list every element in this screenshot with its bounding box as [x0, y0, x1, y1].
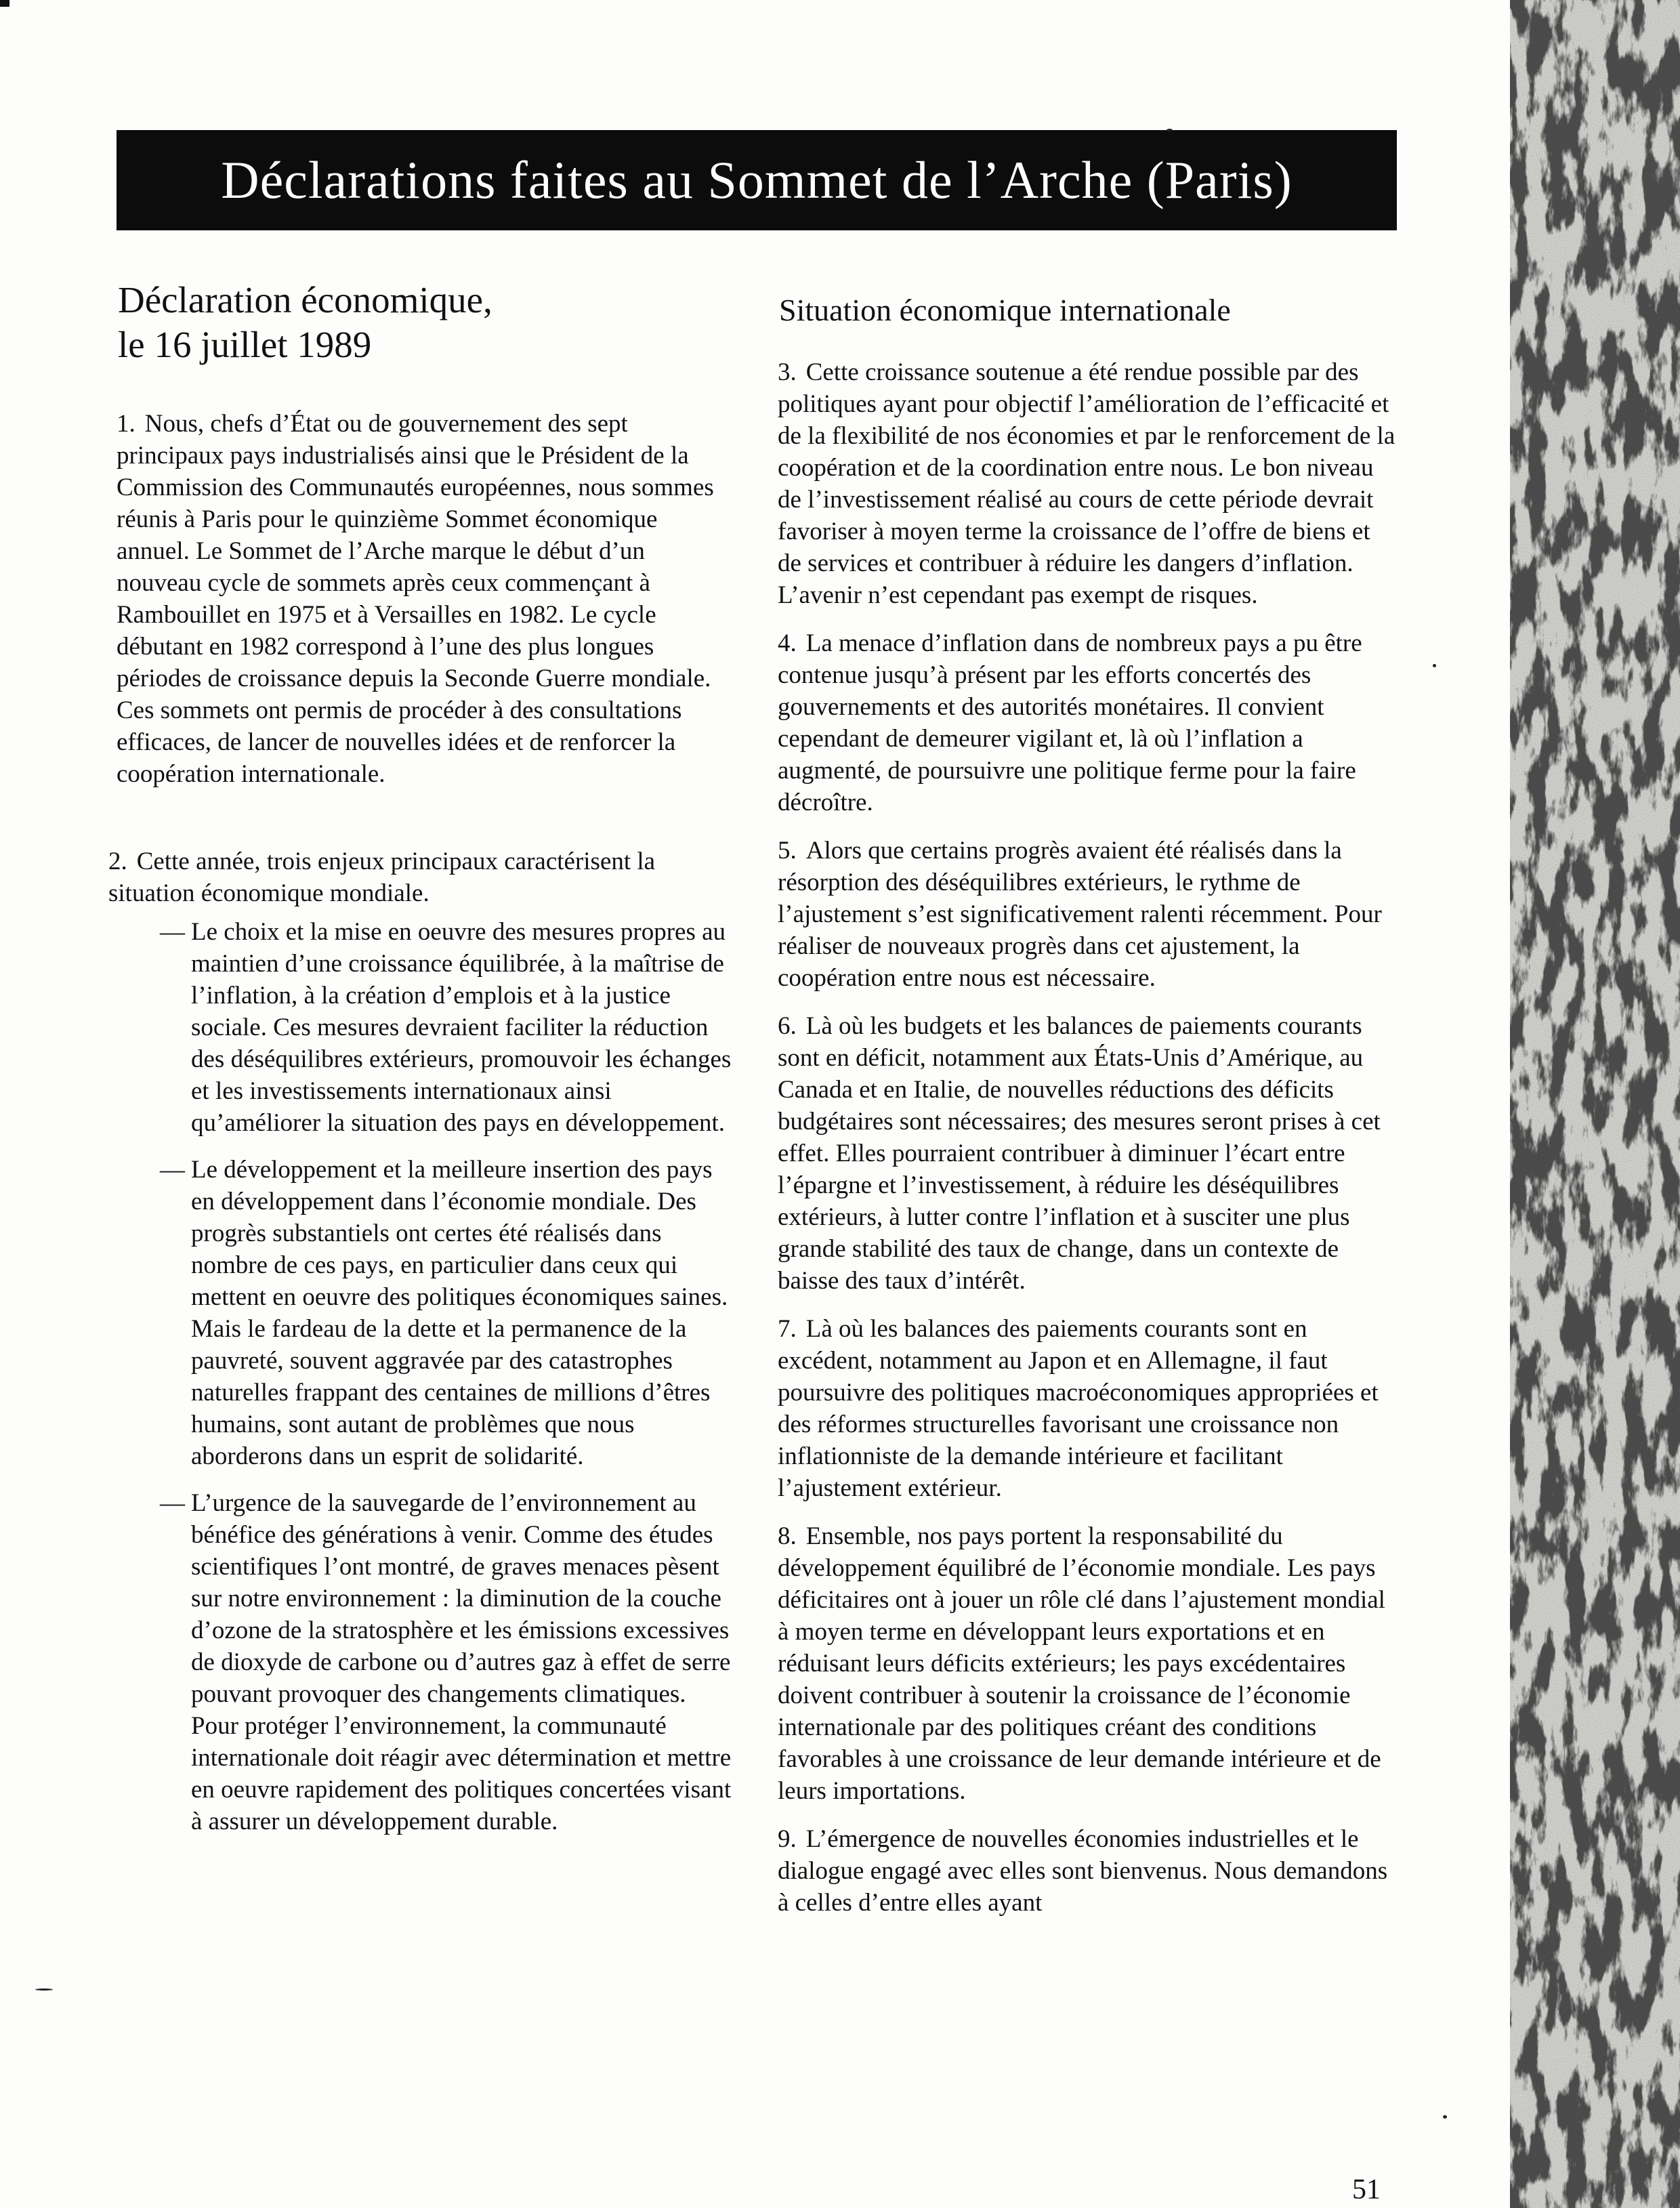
paragraph-7	[772, 1313, 1395, 1504]
left-column	[108, 278, 732, 1852]
paragraph-number: 3.	[778, 358, 797, 386]
paragraph-4	[772, 627, 1395, 818]
paragraph-2	[108, 846, 732, 909]
scan-speck	[1167, 129, 1173, 131]
paragraph-text: Nous, chefs d’État ou de gouvernement des sept principaux pays industrialisés ainsi que le Président de la Commission des Communautés européennes, nous sommes réunis à Paris pour le quinzième Sommet économique annuel. Le Sommet de l’Arche marque le début d’un nouveau cycle de sommets après ceux commençant à Rambouillet en 1975 et à Versailles en 1982. Le cycle débutant en 1982 correspond à l’une des plus longues périodes de croissance depuis la Seconde Guerre mondiale. Ces sommets ont permis de procéder à des consultations efficaces, de lancer de nouvelles idées et de renforcer la coopération internationale.	[117, 410, 714, 788]
paragraph-number: 4.	[778, 629, 797, 657]
dash-marker: —	[160, 1156, 185, 1184]
corner-mark	[0, 0, 9, 7]
paragraph-5	[772, 835, 1395, 994]
paragraph-text: La menace d’inflation dans de nombreux pays a pu être contenue jusqu’à présent par les efforts concertés des gouvernements et des autorités monétaires. Il convient cependant de demeurer vigilant et, là où l’inflation a augmenté, de poursuivre une politique ferme pour la faire décroître.	[778, 629, 1362, 816]
paragraph-number: 5.	[778, 837, 797, 865]
paragraph-text: L’émergence de nouvelles économies industrielles et le dialogue engagé avec elles sont bienvenus. Nous demandons à celles d’entre elles ayant	[778, 1825, 1388, 1917]
paragraph-text: Là où les budgets et les balances de paiements courants sont en déficit, notamment aux États-Unis d’Amérique, au Canada et en Italie, de nouvelles réductions des déficits budgétaires sont nécessaires; des mesures seront prises à cet effet. Elles pourraient contribuer à diminuer l’écart entre l’épargne et l’investissement, à réduire les déséquilibres extérieurs, à lutter contre l’inflation et à susciter une plus grande stabilité des taux de change, dans un contexte de baisse des taux d’intérêt.	[778, 1012, 1381, 1295]
paragraph-number: 7.	[778, 1315, 797, 1343]
paragraph-8	[772, 1520, 1395, 1807]
section-heading-situation: Situation économique internationale	[779, 293, 1231, 327]
section-heading-declaration	[118, 278, 732, 367]
scan-speck	[1433, 664, 1436, 667]
heading-text: Déclaration économique, le 16 juillet 1989	[118, 279, 492, 365]
list-item-text: L’urgence de la sauvegarde de l’environnement au bénéfice des générations à venir. Comme des études scientifiques l’ont montré, de graves menaces pèsent sur notre environnement : la diminution de la couche d’ozone de la stratosphère et les émissions excessives de dioxyde de carbone ou d’autres gaz à effet de serre pouvant provoquer des changements climatiques. Pour protéger l’environnement, la communauté internationale doit réagir avec détermination et mettre en oeuvre rapidement des politiques concertées visant à assurer un développement durable.	[191, 1489, 732, 1835]
scan-speck	[1443, 2115, 1447, 2119]
paragraph-text: Ensemble, nos pays portent la responsabilité du développement équilibré de l’économie mondiale. Les pays déficitaires ont à jouer un rôle clé dans l’ajustement mondial à moyen terme en développant leurs exportations et en réduisant leurs déficits extérieurs; les pays excédentaires doivent contribuer à soutenir la croissance de l’économie internationale par des politiques créant des conditions favorables à une croissance de leur demande intérieure et de leurs importations.	[778, 1522, 1385, 1805]
marble-texture-image	[1507, 0, 1680, 2208]
list-item	[108, 916, 732, 1139]
paragraph-6	[772, 1010, 1395, 1297]
page-title: Déclarations faites au Sommet de l’Arche (Paris)	[221, 150, 1293, 209]
right-column	[772, 291, 1395, 1935]
list-item-text: Le développement et la meilleure insertion des pays en développement dans l’économie mondiale. Des progrès substantiels ont certes été réalisés dans nombre de ces pays, en particulier dans ceux qui mettent en oeuvre des politiques économiques saines. Mais le fardeau de la dette et la permanence de la pauvreté, souvent aggravée par des catastrophes naturelles frappant des centaines de millions d’êtres humains, sont autant de problèmes que nous aborderons dans un esprit de solidarité.	[191, 1156, 728, 1470]
paragraph-text: Cette croissance soutenue a été rendue possible par des politiques ayant pour objectif l’amélioration de l’efficacité et de la flexibilité de nos économies et par le renforcement de la coopération et de la coordination entre nous. Le bon niveau de l’investissement réalisé au cours de cette période devrait favoriser à moyen terme la croissance de l’offre de biens et de services et contribuer à réduire les dangers d’inflation. L’avenir n’est cependant pas exempt de risques.	[778, 358, 1395, 609]
paragraph-text: Cette année, trois enjeux principaux caractérisent la situation économique mondiale.	[108, 848, 656, 907]
list-item-text: Le choix et la mise en oeuvre des mesures propres au maintien d’une croissance équilibrée, à la maîtrise de l’inflation, à la création d’emplois et à la justice sociale. Ces mesures devraient faciliter la réduction des déséquilibres extérieurs, promouvoir les échanges et les investissements internationaux ainsi qu’améliorer la situation des pays en développement.	[191, 918, 732, 1137]
paragraph-1	[117, 408, 732, 790]
paragraph-text: Alors que certains progrès avaient été réalisés dans la résorption des déséquilibres extérieurs, le rythme de l’ajustement s’est significativement ralenti récemment. Pour réaliser de nouveaux progrès dans cet ajustement, la coopération entre nous est nécessaire.	[778, 837, 1382, 992]
paragraph-number: 1.	[117, 410, 135, 438]
list-item	[108, 1487, 732, 1837]
paragraph-3	[772, 356, 1395, 611]
page-number: 51	[1352, 2174, 1381, 2205]
list-item	[108, 1154, 732, 1472]
dash-marker: —	[160, 1489, 185, 1517]
title-banner	[117, 130, 1397, 230]
paragraph-9	[772, 1823, 1395, 1919]
paragraph-number: 8.	[778, 1522, 797, 1550]
paragraph-number: 9.	[778, 1825, 797, 1853]
paragraph-number: 6.	[778, 1012, 797, 1040]
scan-speck	[35, 1988, 53, 1991]
paragraph-text: Là où les balances des paiements courants sont en excédent, notamment au Japon et en Allemagne, il faut poursuivre des politiques macroéconomiques appropriées et des réformes structurelles favorisant une croissance non inflationniste de la demande intérieure et facilitant l’ajustement extérieur.	[778, 1315, 1379, 1502]
paragraph-number: 2.	[108, 848, 127, 875]
dash-marker: —	[160, 918, 185, 946]
